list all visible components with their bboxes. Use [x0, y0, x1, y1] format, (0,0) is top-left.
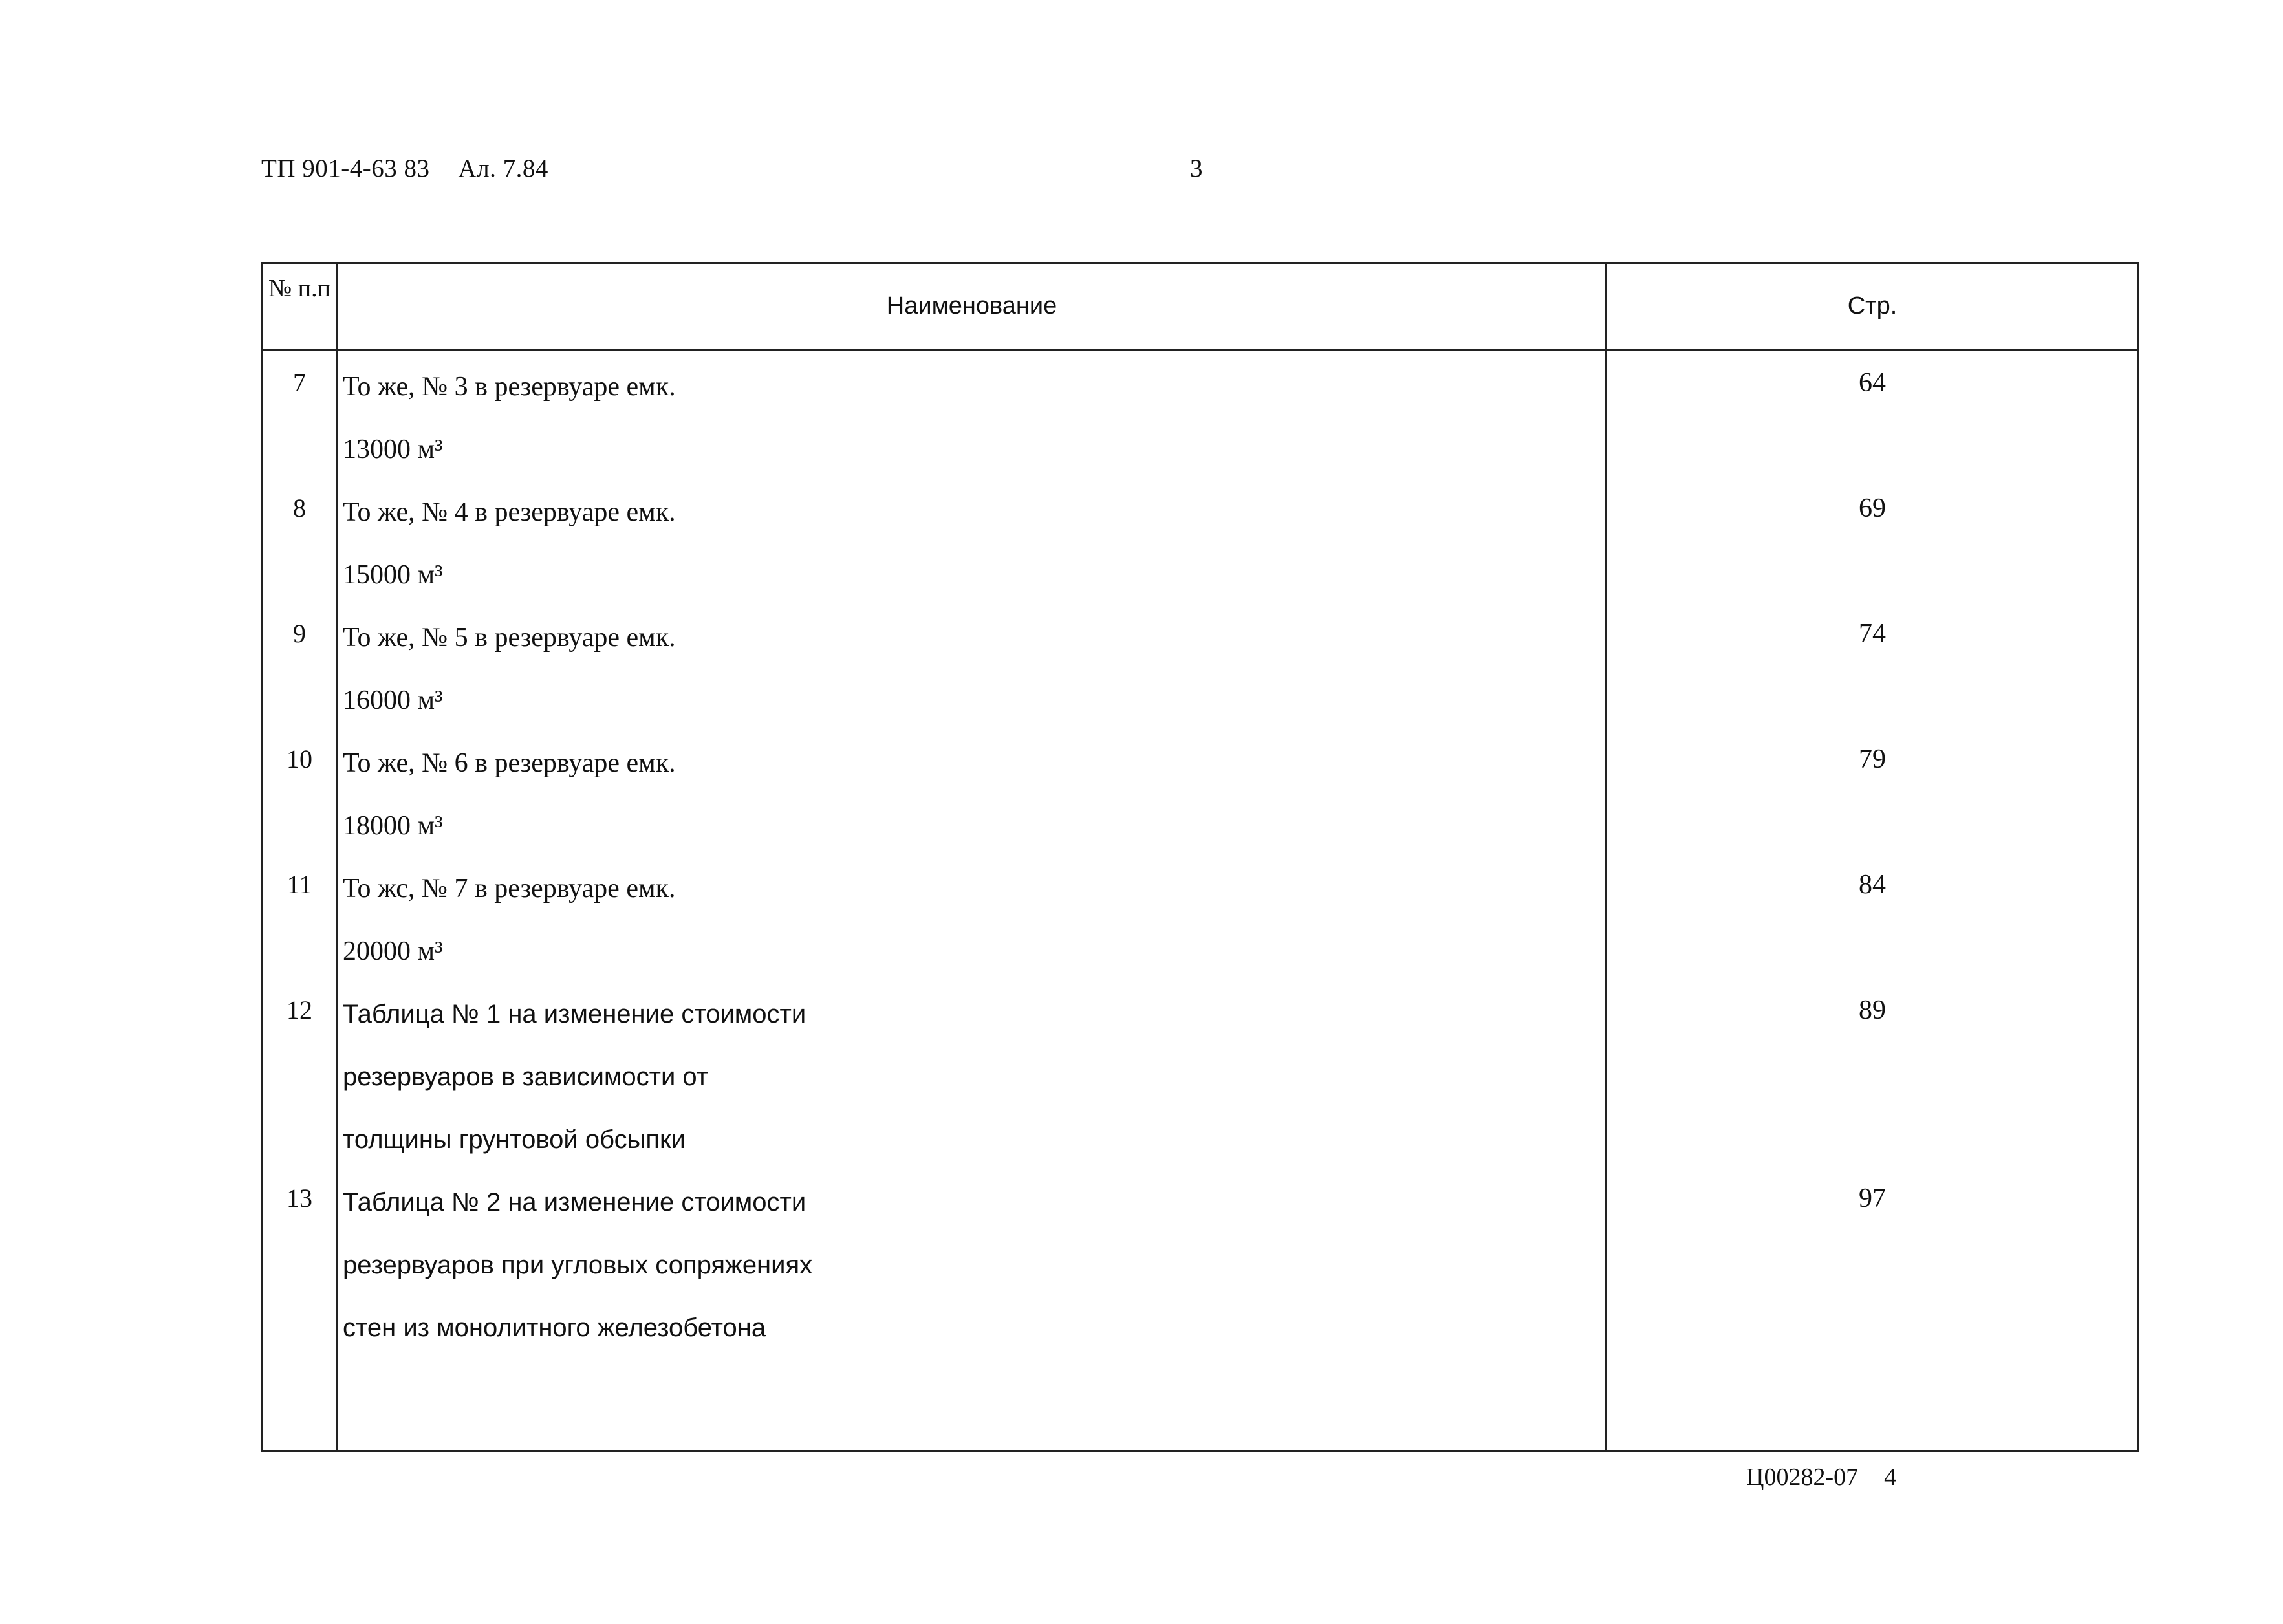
row-page: 64 [1859, 368, 1886, 398]
row-name-line: стен из монолитного железобетона [343, 1314, 766, 1342]
footer-doc-code: Ц00282-07 [1746, 1464, 1859, 1491]
row-name-line: 16000 м³ [343, 686, 443, 715]
row-name [343, 744, 1597, 869]
row-page: 74 [1859, 619, 1886, 649]
row-name [343, 493, 1597, 618]
row-name [343, 1183, 1597, 1371]
row-name-line: резервуаров при угловых сопряжениях [343, 1251, 813, 1279]
row-number: 7 [293, 368, 306, 397]
row-name-line: То же, № 4 в резервуаре емк. [343, 497, 676, 527]
column-header-num: № п.п [268, 275, 330, 302]
row-page: 69 [1859, 493, 1886, 523]
row-name-line: 13000 м³ [343, 435, 443, 464]
footer-code [1746, 1463, 1896, 1491]
column-header-page: Стр. [1847, 292, 1898, 319]
row-name-line: толщины грунтовой обсыпки [343, 1125, 686, 1154]
row-number: 8 [293, 493, 306, 523]
row-name-line: 18000 м³ [343, 811, 443, 841]
row-name-line: 20000 м³ [343, 937, 443, 966]
doc-code: ТП 901-4-63 83 [261, 155, 430, 182]
row-page: 97 [1859, 1184, 1886, 1213]
row-number: 12 [287, 995, 312, 1024]
column-divider [336, 264, 338, 1450]
column-divider [1605, 264, 1607, 1450]
row-number: 10 [287, 744, 312, 774]
document-code-header [261, 154, 548, 183]
row-page: 84 [1859, 870, 1886, 900]
row-name-line: То же, № 5 в резервуаре емк. [343, 623, 676, 653]
row-number: 9 [293, 619, 306, 648]
row-name-line: То же, № 6 в резервуаре емк. [343, 748, 676, 778]
row-name-line: Таблица № 1 на изменение стоимости [343, 1000, 806, 1028]
row-number: 13 [287, 1184, 312, 1213]
row-name-line: 15000 м³ [343, 560, 443, 590]
row-number: 11 [287, 870, 312, 899]
row-name [343, 618, 1597, 744]
album-code: Ал. 7.84 [458, 155, 548, 182]
column-header-name: Наименование [886, 292, 1057, 319]
row-page: 79 [1859, 744, 1886, 774]
row-name [343, 367, 1597, 493]
row-name-line: То жс, № 7 в резервуаре емк. [343, 874, 676, 904]
page-number: 3 [1190, 155, 1203, 182]
header-divider [263, 349, 2137, 351]
footer-sheet: 4 [1884, 1464, 1897, 1491]
row-name-line: Таблица № 2 на изменение стоимости [343, 1188, 806, 1217]
row-name-line: резервуаров в зависимости от [343, 1063, 709, 1091]
row-name [343, 995, 1597, 1183]
row-page: 89 [1859, 995, 1886, 1025]
row-name-line: То же, № 3 в резервуаре емк. [343, 372, 676, 402]
contents-table [261, 262, 2139, 1452]
row-name [343, 869, 1597, 995]
